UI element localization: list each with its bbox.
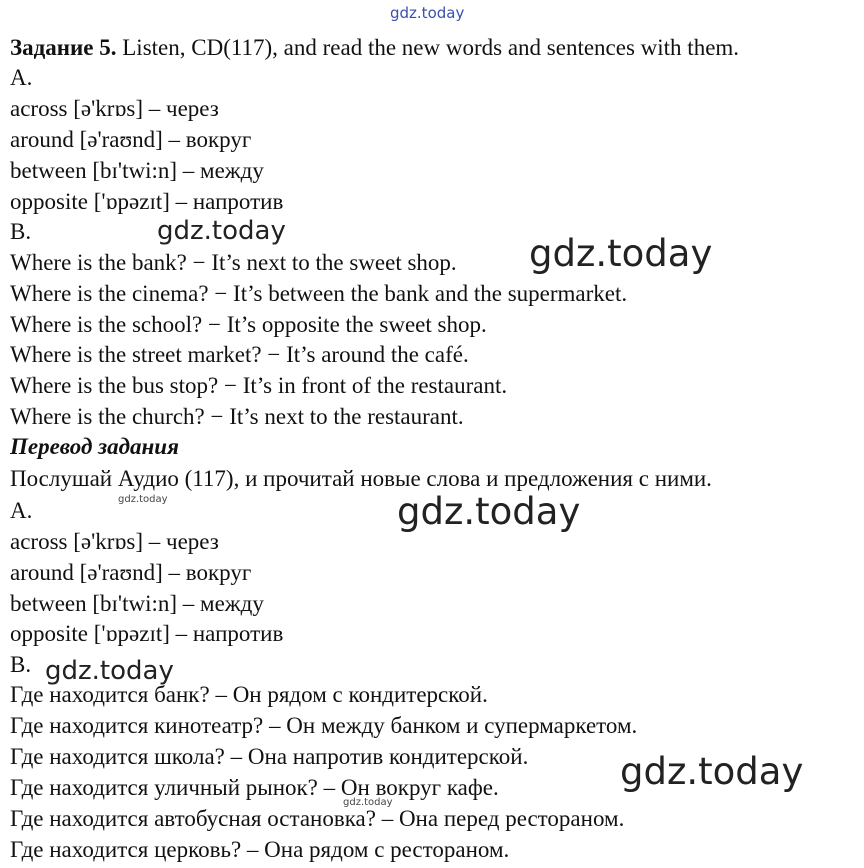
sentence-item-ru: Где находится банк? – Он рядом с кондитерской. bbox=[10, 682, 488, 707]
sentence-item-ru: Где находится автобусная остановка? – Она перед рестораном. bbox=[10, 806, 625, 831]
watermark-top: gdz.today bbox=[390, 4, 465, 22]
watermark: gdz.today bbox=[397, 490, 581, 533]
task-label: Задание 5. bbox=[10, 35, 117, 60]
section-a-label: A. bbox=[10, 65, 33, 90]
vocab-item: opposite ['ɒpəzɪt] – напротив bbox=[10, 189, 284, 214]
watermark: gdz.today bbox=[157, 216, 286, 246]
sentence-item: Where is the bus stop? − It’s in front of the restaurant. bbox=[10, 373, 508, 398]
vocab-item-ru: opposite ['ɒpəzɪt] – напротив bbox=[10, 621, 284, 646]
sentence-item-ru: Где находится школа? – Она напротив кондитерской. bbox=[10, 744, 529, 769]
translation-heading: Перевод задания bbox=[10, 434, 179, 459]
sentence-item: Where is the church? − It’s next to the restaurant. bbox=[10, 404, 464, 429]
vocab-item: around [ə'raʊnd] – вокруг bbox=[10, 127, 252, 152]
vocab-item-ru: between [bɪ'twi:n] – между bbox=[10, 591, 264, 616]
sentence-item: Where is the bank? − It’s next to the sweet shop. bbox=[10, 250, 457, 275]
watermark: gdz.today bbox=[118, 494, 168, 505]
vocab-item-ru: around [ə'raʊnd] – вокруг bbox=[10, 560, 252, 585]
watermark: gdz.today bbox=[343, 797, 393, 808]
sentence-item: Where is the school? − It’s opposite the sweet shop. bbox=[10, 312, 487, 337]
watermark: gdz.today bbox=[45, 656, 174, 686]
sentence-item-ru: Где находится церковь? – Она рядом с рестораном. bbox=[10, 837, 510, 862]
vocab-item: across [ə'krɒs] – через bbox=[10, 96, 219, 121]
watermark: gdz.today bbox=[620, 750, 804, 793]
watermark: gdz.today bbox=[529, 232, 713, 275]
vocab-item-ru: across [ə'krɒs] – через bbox=[10, 529, 219, 554]
sentence-item-ru: Где находится кинотеатр? – Он между банком и супермаркетом. bbox=[10, 713, 638, 738]
sentence-item: Where is the cinema? − It’s between the bank and the supermarket. bbox=[10, 281, 628, 306]
section-b-label-ru: B. bbox=[10, 652, 32, 677]
vocab-item: between [bɪ'twi:n] – между bbox=[10, 158, 264, 183]
sentence-item-ru: Где находится уличный рынок? – Он вокруг кафе. bbox=[10, 775, 499, 800]
sentence-item: Where is the street market? − It’s around the café. bbox=[10, 342, 469, 367]
translation-instruction: Послушай Аудио (117), и прочитай новые слова и предложения с ними. bbox=[10, 466, 712, 491]
section-a-label-ru: A. bbox=[10, 498, 33, 523]
task-text: Listen, CD(117), and read the new words and sentences with them. bbox=[116, 35, 740, 60]
task-line bbox=[10, 34, 739, 62]
section-b-label: B. bbox=[10, 219, 32, 244]
